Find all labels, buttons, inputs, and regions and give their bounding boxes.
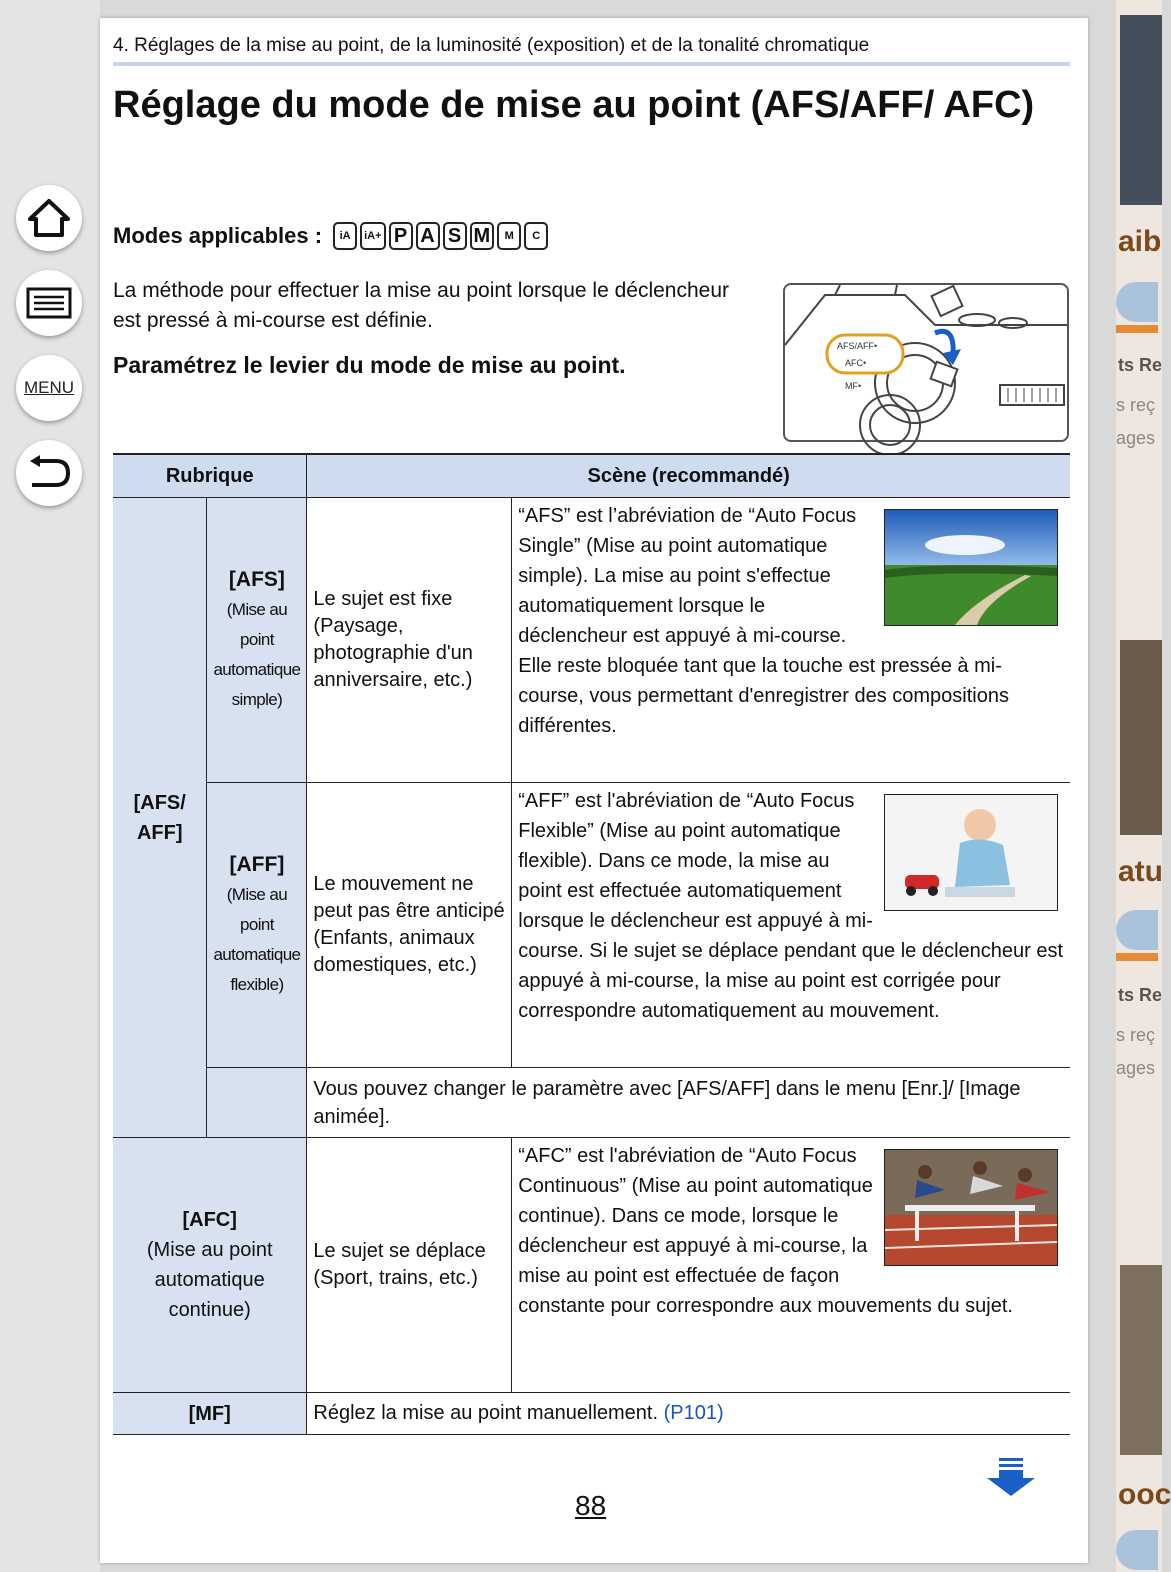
return-arrow-icon bbox=[26, 455, 72, 491]
side-decoration bbox=[1116, 910, 1158, 950]
note-spacer bbox=[207, 1068, 307, 1138]
camera-focus-lever-figure bbox=[783, 283, 1069, 442]
table-header-row bbox=[113, 454, 1070, 498]
afs-label bbox=[207, 498, 307, 783]
mode-ia-plus-icon: iA+ bbox=[360, 222, 385, 250]
aff-description bbox=[512, 783, 1070, 1068]
afs-scene: Le sujet est fixe (Paysage, photographie d'un anniversaire, etc.) bbox=[307, 498, 512, 783]
side-text: aib bbox=[1118, 225, 1162, 258]
header-scene: Scène (recommandé) bbox=[307, 454, 1070, 498]
afc-label bbox=[113, 1138, 307, 1393]
afs-aff-group-label: [AFS/ AFF] bbox=[113, 498, 207, 1138]
mode-creative-icon: C bbox=[524, 222, 548, 250]
side-decoration bbox=[1116, 953, 1158, 961]
side-text: ts Re bbox=[1118, 985, 1163, 1005]
aff-label bbox=[207, 783, 307, 1068]
table-row bbox=[113, 498, 1070, 783]
instruction-text: Paramétrez le levier du mode de mise au point. bbox=[113, 352, 626, 378]
table-row bbox=[113, 783, 1070, 1068]
side-text: s reç bbox=[1116, 1025, 1156, 1045]
mf-description bbox=[307, 1393, 1070, 1435]
afs-description bbox=[512, 498, 1070, 783]
afs-code: [AFS] bbox=[228, 568, 285, 591]
aff-scene: Le mouvement ne peut pas être anticipé (Enfants, animaux domestiques, etc.) bbox=[307, 783, 512, 1068]
side-decoration bbox=[1116, 1530, 1158, 1570]
mf-text: Réglez la mise au point manuellement. bbox=[313, 1402, 659, 1424]
side-text: atu bbox=[1118, 855, 1163, 888]
side-text: s reç bbox=[1116, 395, 1156, 415]
side-text: ts Re bbox=[1118, 355, 1163, 375]
afc-code: [AFC] bbox=[182, 1209, 237, 1231]
aff-text: “AFF” est l'abréviation de “Auto Focus Flexible” (Mise au point automatique flexible). Dans ce mode, la mise au point est effectuée automatiquement lorsque le déclencheur est appuyé à mi-course. Si le sujet se déplace pendant que le déclencheur est appuyé à mi-course, la mise au point est corrigée pour correspondre automatiquement au mouvement. bbox=[518, 790, 1064, 1022]
home-icon bbox=[27, 198, 71, 238]
next-page-button[interactable] bbox=[985, 1458, 1037, 1503]
side-text: ages bbox=[1116, 1058, 1156, 1078]
chapter-heading: 4. Réglages de la mise au point, de la luminosité (exposition) et de la tonalité chromatique bbox=[113, 35, 870, 56]
page-number[interactable]: 88 bbox=[575, 1490, 607, 1521]
afs-text: “AFS” est l’abréviation de “Auto Focus Single” (Mise au point automatique simple). La mise au point s'effectue automatiquement lorsque le déclencheur est appuyé à mi-course. Elle reste bloquée tant que la touche est pressée à mi-course, vous permettant d'enregistrer des compositions différentes. bbox=[518, 505, 1009, 737]
afc-description bbox=[512, 1138, 1070, 1393]
focus-mode-table bbox=[113, 453, 1070, 1435]
mode-m-icon: M bbox=[470, 222, 495, 250]
side-decoration bbox=[1116, 325, 1158, 333]
afc-text: “AFC” est l'abréviation de “Auto Focus Continuous” (Mise au point automatique continue). Dans ce mode, lorsque le déclencheur est appuyé à mi-course, la mise au point est effectuée de façon constante pour correspondre aux mouvements du sujet. bbox=[518, 1145, 1013, 1317]
back-button[interactable] bbox=[16, 440, 82, 506]
mode-a-icon: A bbox=[416, 222, 440, 250]
adjacent-panel bbox=[1116, 0, 1171, 1572]
mode-s-icon: S bbox=[443, 222, 467, 250]
table-row bbox=[113, 1068, 1070, 1138]
header-item: Rubrique bbox=[113, 454, 307, 498]
thumbnail-image bbox=[1120, 15, 1162, 205]
hurdles-photo bbox=[884, 1149, 1058, 1266]
p101-link[interactable]: (P101) bbox=[663, 1402, 724, 1424]
thumbnail-image bbox=[1120, 640, 1162, 835]
landscape-photo bbox=[884, 509, 1058, 626]
afc-scene: Le sujet se déplace (Sport, trains, etc.) bbox=[307, 1138, 512, 1393]
intro-text: La méthode pour effectuer la mise au point lorsque le déclencheur est pressé à mi-course est définie. bbox=[113, 279, 730, 332]
mode-movie-icon: M bbox=[497, 222, 521, 250]
aff-code: [AFF] bbox=[229, 853, 285, 876]
side-text: ooc bbox=[1118, 1478, 1171, 1511]
child-photo bbox=[884, 794, 1058, 911]
lever-label-afc: AFC• bbox=[845, 358, 867, 368]
header-divider bbox=[113, 62, 1070, 66]
side-decoration bbox=[1116, 282, 1158, 322]
list-icon bbox=[26, 287, 72, 319]
home-button[interactable] bbox=[16, 185, 82, 251]
lever-label-afs-aff: AFS/AFF• bbox=[837, 341, 878, 351]
side-text: ages bbox=[1116, 428, 1156, 448]
thumbnail-image bbox=[1120, 1265, 1162, 1455]
left-navigation bbox=[0, 0, 100, 1572]
table-row bbox=[113, 1138, 1070, 1393]
applicable-modes bbox=[113, 222, 548, 250]
afs-aff-note: Vous pouvez changer le paramètre avec [AFS/AFF] dans le menu [Enr.]/ [Image animée]. bbox=[307, 1068, 1070, 1138]
afc-desc: (Mise au point automatique continue) bbox=[146, 1239, 273, 1321]
table-row bbox=[113, 1393, 1070, 1435]
page-title: Réglage du mode de mise au point (AFS/AFF/ AFC) bbox=[113, 84, 1035, 126]
mode-ia-icon: iA bbox=[333, 222, 357, 250]
menu-button[interactable]: MENU bbox=[16, 355, 82, 421]
mf-label: [MF] bbox=[113, 1393, 307, 1435]
lever-label-mf: MF• bbox=[845, 381, 862, 391]
next-page-arrow-icon bbox=[985, 1458, 1037, 1498]
contents-button[interactable] bbox=[16, 270, 82, 336]
modes-label: Modes applicables : bbox=[113, 223, 323, 248]
afs-desc: (Mise au point automatique simple) bbox=[213, 600, 301, 709]
mode-p-icon: P bbox=[389, 222, 413, 250]
aff-desc: (Mise au point automatique flexible) bbox=[213, 885, 301, 994]
